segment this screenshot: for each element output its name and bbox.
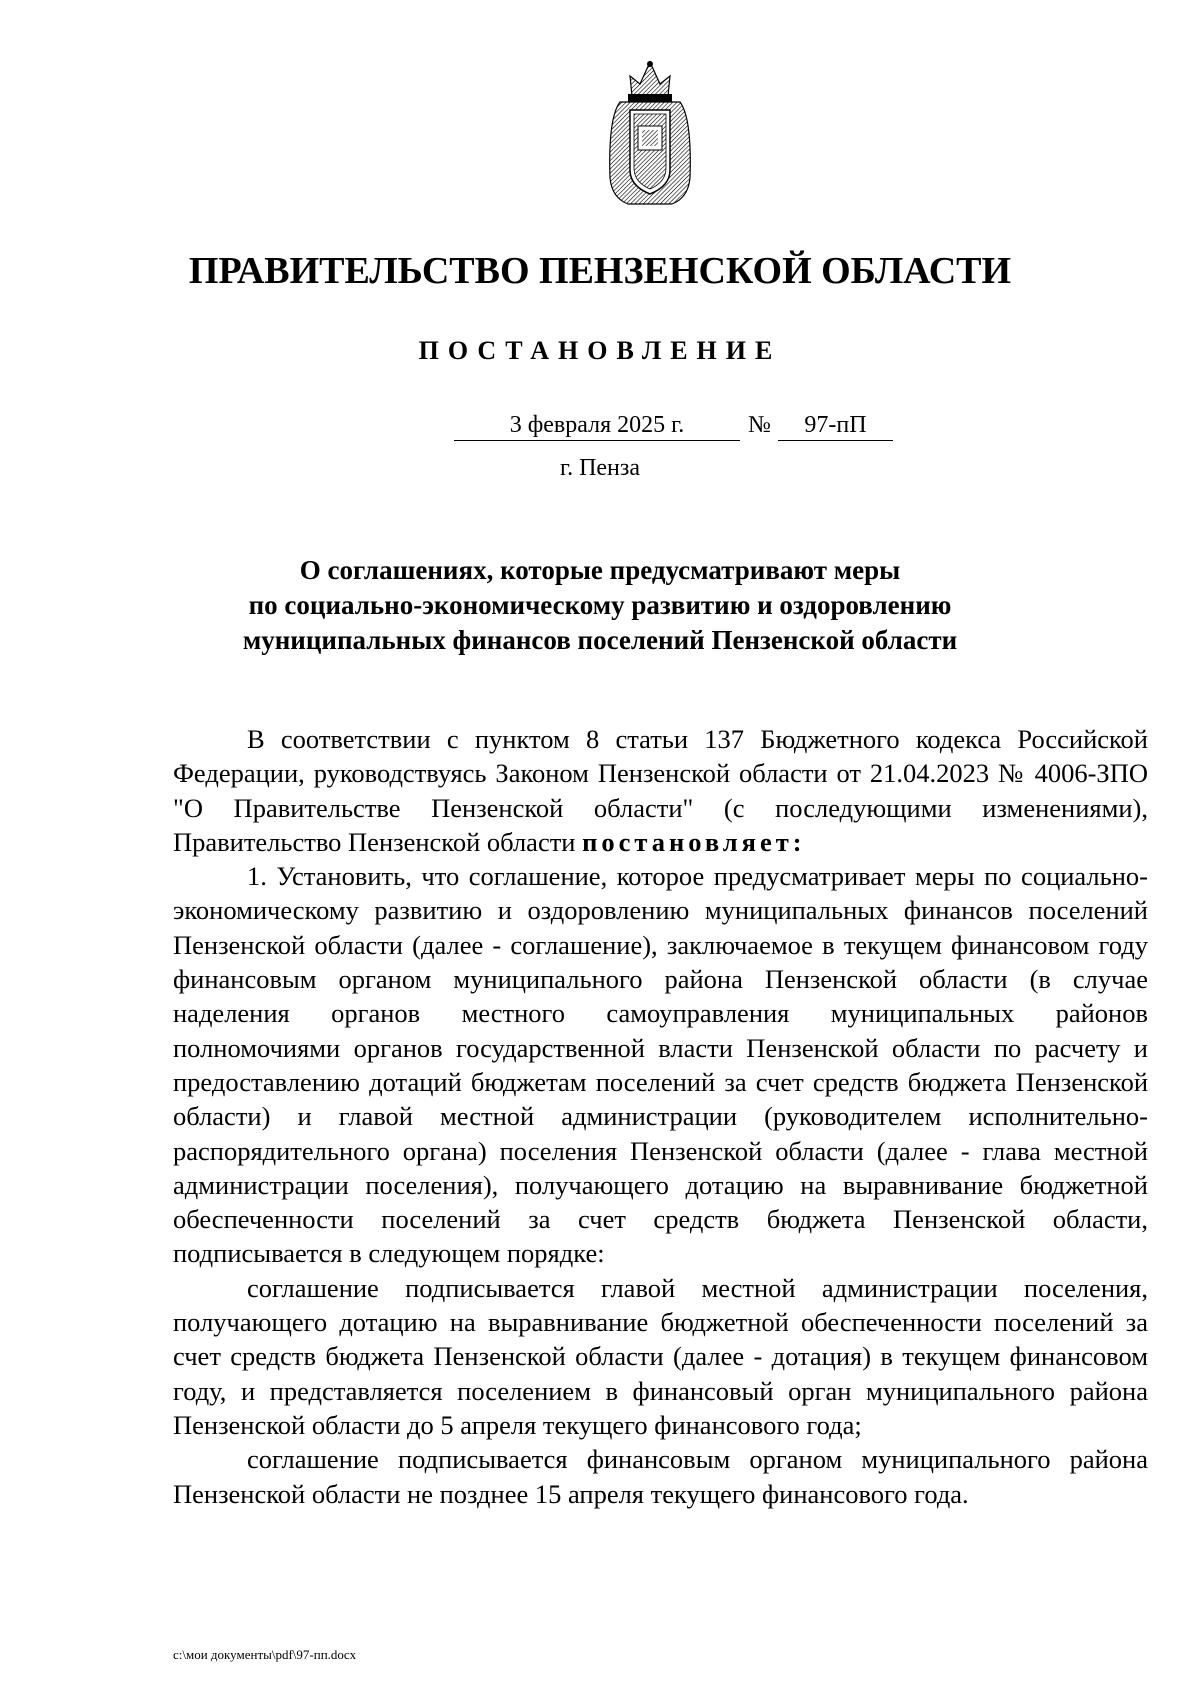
clause-paragraph: соглашение подписывается главой местной администрации поселения, получающего дотацию на выравнивание бюджетной обеспеченности поселений за счет средств бюджета Пензенской области (далее - дотация) в текущем финансовом году, и представляется поселением в финансовый орган муниципального района Пензенской области до 5 апреля текущего финансового года;: [173, 1272, 1148, 1440]
clause-paragraph: 1. Установить, что соглашение, которое предусматривает меры по социально-экономическому развитию и оздоровлению муниципальных финансов поселений Пензенской области (далее - соглашение), заключаемое в текущем финансовом году финансовым органом муниципального района Пензенской области (в случае наделения органов местного самоуправления муниципальных районов полномочиями органов государственной власти Пензенской области по расчету и предоставлению дотаций бюджетам поселений за счет средств бюджета Пензенской области) и главой местной администрации (руководителем исполнительно-распорядительного органа) поселения Пензенской области (далее - глава местной администрации поселения), получающего дотацию на выравнивание бюджетной обеспеченности поселений за счет средств бюджета Пензенской области, подписывается в следующем порядке:: [173, 861, 1148, 1269]
decision-word: постановляет:: [582, 826, 806, 857]
file-path-footer: c:\мои документы\pdf\97-пп.docx: [173, 1647, 357, 1662]
document-subject: [170, 553, 1030, 658]
subject-line: по социально-экономическому развитию и оздоровлению: [248, 590, 952, 620]
preamble-paragraph: [173, 722, 1148, 859]
document-body: [173, 722, 1148, 1511]
subject-line: муниципальных финансов поселений Пензенской области: [242, 625, 958, 655]
preamble-text: В соответствии с пунктом 8 статьи 137 Бюджетного кодекса Российской Федерации, руководствуясь Законом Пензенской области от 21.04.2023 № 4006-ЗПО "О Правительстве Пензенской области" (с последующими изменениями), Правительство Пензенской области: [173, 724, 1148, 857]
subject-line: О соглашениях, которые предусматривают меры: [299, 555, 901, 585]
document-date: 3 февраля 2025 г.: [454, 410, 740, 441]
number-sign: №: [748, 412, 771, 438]
document-city: г. Пенза: [559, 455, 641, 481]
document-number: 97-пП: [778, 410, 893, 441]
document-type: ПОСТАНОВЛЕНИЕ: [418, 336, 782, 365]
government-title: ПРАВИТЕЛЬСТВО ПЕНЗЕНСКОЙ ОБЛАСТИ: [188, 250, 1012, 292]
coat-of-arms-icon: [602, 58, 698, 206]
clause-paragraph: соглашение подписывается финансовым органом муниципального района Пензенской области не позднее 15 апреля текущего финансового года.: [173, 1444, 1148, 1509]
